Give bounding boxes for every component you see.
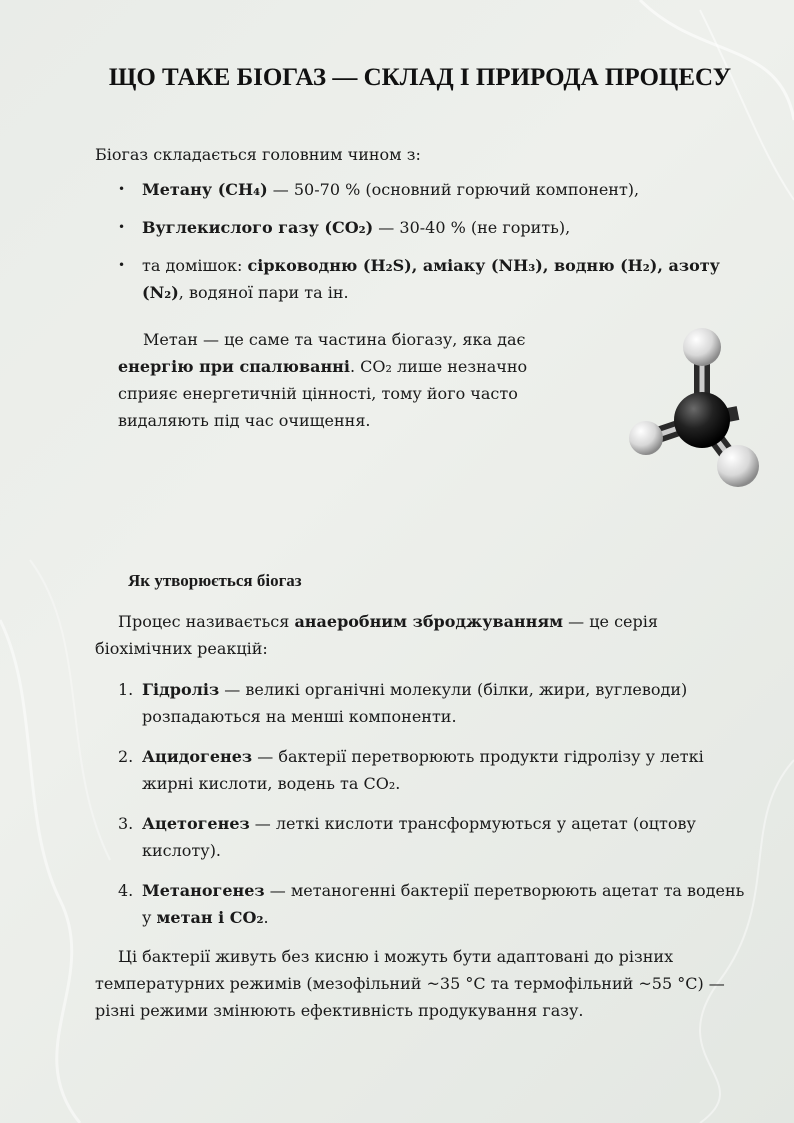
list-item: 2. Ацидогенез — бактерії перетворюють продукти гідролізу у леткі жирні кислоти, водень та CO₂. [118, 747, 704, 793]
bullet-icon: • [118, 220, 126, 234]
methane-note: Метан — це саме та частина біогазу, яка дає енергію при спалюванні. CO₂ лише незначно сприяє енергетичній цінності, тому його часто видаляють під час очищення. [118, 330, 528, 430]
bullet-icon: • [118, 182, 126, 196]
list-item: 3. Ацетогенез — леткі кислоти трансформуються у ацетат (оцтову кислоту). [118, 814, 696, 860]
composition-intro: Біогаз складається головним чином з: [95, 145, 421, 164]
list-item: • Метану (CH₄) — 50-70 % (основний горючий компонент), [118, 176, 758, 203]
methane-molecule-icon [620, 325, 770, 490]
process-steps-list [118, 676, 758, 944]
list-item: • та домішок: сірководню (H₂S), аміаку (NH₃), водню (H₂), азоту (N₂), водяної пари та ін. [118, 252, 758, 306]
list-item: 4. Метаногенез — метаногенні бактерії перетворюють ацетат та водень у метан і CO₂. [118, 881, 745, 927]
bullet-icon: • [118, 258, 126, 272]
composition-list [118, 176, 758, 317]
closing-paragraph: Ці бактерії живуть без кисню і можуть бути адаптовані до різних температурних режимів (мезофільний ~35 °C та термофільний ~55 °C) — різні режими змінюють ефективність продукування газу. [95, 947, 725, 1020]
list-item: • Вуглекислого газу (CO₂) — 30-40 % (не горить), [118, 214, 758, 241]
page-title: ЩО ТАКЕ БІОГАЗ — СКЛАД І ПРИРОДА ПРОЦЕСУ [108, 64, 732, 91]
section-heading: Як утворюється біогаз [128, 571, 302, 590]
formation-intro: Процес називається анаеробним зброджуванням — це серія біохімічних реакцій: [95, 612, 658, 658]
list-item: 1. Гідроліз — великі органічні молекули (білки, жири, вуглеводи) розпадаються на менші компоненти. [118, 680, 688, 726]
